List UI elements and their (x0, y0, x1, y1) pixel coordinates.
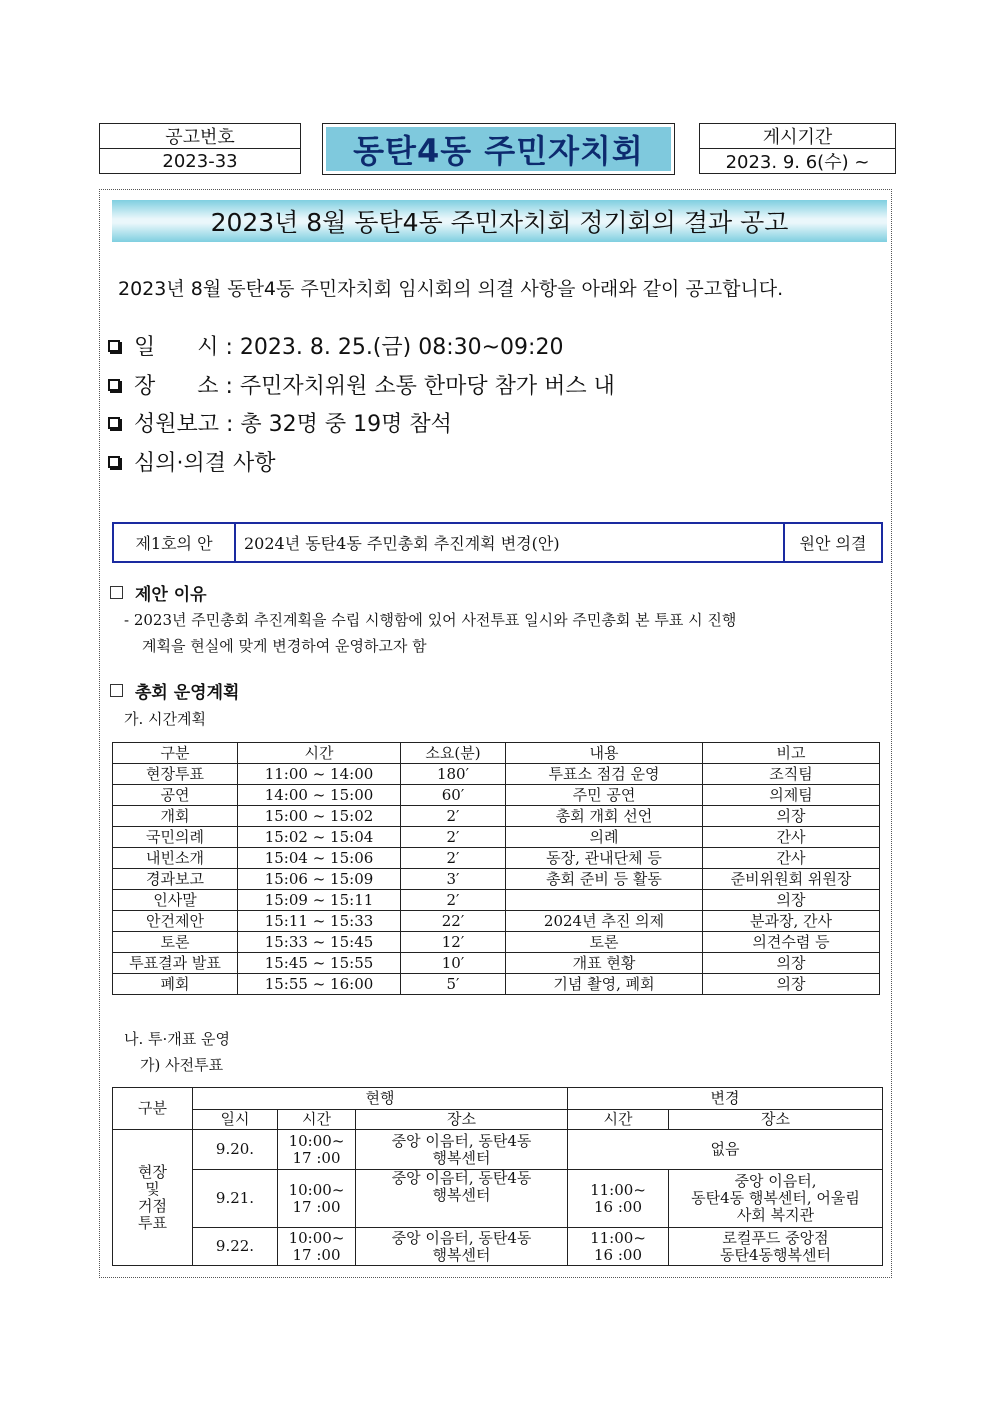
schedule-cell: 의장 (703, 974, 880, 995)
schedule-cell: 주민 공연 (506, 785, 703, 806)
schedule-cell: 개표 현황 (506, 953, 703, 974)
vote-new-time: 11:00~ 16 :00 (568, 1228, 669, 1266)
schedule-row (113, 890, 880, 911)
vote-date: 9.22. (193, 1228, 278, 1266)
schedule-cell: 내빈소개 (113, 848, 238, 869)
vote-new-place: 로컬푸드 중앙점 동탄4동행복센터 (669, 1228, 883, 1266)
schedule-cell: 분과장, 간사 (703, 911, 880, 932)
schedule-cell: 60′ (401, 785, 506, 806)
schedule-cell: 총회 개회 선언 (506, 806, 703, 827)
plan-sub-b1: 가) 사전투표 (140, 1056, 224, 1074)
schedule-cell: 경과보고 (113, 869, 238, 890)
vote-place: 중앙 이음터, 동탄4동 행복센터 (356, 1130, 568, 1170)
schedule-cell: 2′ (401, 827, 506, 848)
reason-heading: 제안 이유 (110, 580, 207, 605)
schedule-cell: 간사 (703, 827, 880, 848)
schedule-cell: 15:00 ~ 15:02 (238, 806, 401, 827)
info-date: 일 시 : 2023. 8. 25.(금) 08:30~09:20 (108, 330, 563, 361)
schedule-cell: 공연 (113, 785, 238, 806)
schedule-header: 시간 (238, 743, 401, 764)
schedule-cell: 현장투표 (113, 764, 238, 785)
reason-line-1: - 2023년 주민총회 추진계획을 수립 시행함에 있어 사전투표 일시와 주민총회 본 투표 시 진행 (124, 611, 737, 629)
vote-new-time: 11:00~ 16 :00 (568, 1170, 669, 1228)
advance-vote-table (112, 1087, 883, 1266)
vote-time: 10:00~ 17 :00 (278, 1130, 356, 1170)
vote-sub-time-new: 시간 (568, 1110, 669, 1130)
vote-changed-header: 변경 (568, 1088, 883, 1110)
vote-sub-place: 장소 (356, 1110, 568, 1130)
schedule-body (113, 764, 880, 995)
schedule-table (112, 742, 880, 995)
checkbox-icon (108, 379, 120, 391)
notice-number-label: 공고번호 (165, 127, 235, 148)
posting-period-label: 게시기간 (762, 127, 833, 148)
schedule-row (113, 848, 880, 869)
schedule-row (113, 911, 880, 932)
vote-current-header: 현행 (193, 1088, 568, 1110)
vote-time: 10:00~ 17 :00 (278, 1170, 356, 1228)
square-bullet-icon (110, 684, 123, 697)
schedule-cell: 개회 (113, 806, 238, 827)
agenda-row (112, 522, 883, 563)
schedule-cell: 12′ (401, 932, 506, 953)
schedule-cell: 인사말 (113, 890, 238, 911)
schedule-cell: 안건제안 (113, 911, 238, 932)
schedule-cell: 2′ (401, 890, 506, 911)
schedule-cell: 폐회 (113, 974, 238, 995)
vote-row-group: 현장 및 거점 투표 (113, 1130, 193, 1266)
schedule-cell: 15:55 ~ 16:00 (238, 974, 401, 995)
schedule-cell: 15:04 ~ 15:06 (238, 848, 401, 869)
schedule-cell: 의제팀 (703, 785, 880, 806)
schedule-cell: 토론 (506, 932, 703, 953)
schedule-cell (506, 890, 703, 911)
info-quorum: 성원보고 : 총 32명 중 19명 참석 (108, 407, 452, 438)
schedule-cell: 의장 (703, 890, 880, 911)
checkbox-icon (108, 340, 120, 352)
info-place: 장 소 : 주민자치위원 소통 한마당 참가 버스 내 (108, 369, 615, 400)
org-title-box (322, 123, 675, 175)
schedule-cell: 15:06 ~ 15:09 (238, 869, 401, 890)
schedule-cell: 의장 (703, 806, 880, 827)
intro-text: 2023년 8월 동탄4동 주민자치회 임시회의 의결 사항을 아래와 같이 공고합니다. (118, 278, 784, 300)
schedule-cell: 투표소 점검 운영 (506, 764, 703, 785)
schedule-cell: 토론 (113, 932, 238, 953)
agenda-subject: 2024년 동탄4동 주민총회 추진계획 변경(안) (236, 524, 785, 561)
schedule-cell: 15:11 ~ 15:33 (238, 911, 401, 932)
agenda-result: 원안 의결 (799, 534, 867, 553)
vote-new-place: 중앙 이음터, 동탄4동 행복센터, 어울림 사회 복지관 (669, 1170, 883, 1228)
schedule-cell: 조직팀 (703, 764, 880, 785)
vote-date: 9.21. (193, 1170, 278, 1228)
info-deliberation: 심의·의결 사항 (108, 446, 276, 477)
notice-number-box (99, 123, 301, 174)
schedule-cell: 의장 (703, 953, 880, 974)
posting-period-value: 2023. 9. 6(수) ~ (700, 148, 895, 173)
vote-sub-time: 시간 (278, 1110, 356, 1130)
vote-sub-place-new: 장소 (669, 1110, 883, 1130)
schedule-cell: 15:09 ~ 15:11 (238, 890, 401, 911)
schedule-cell: 11:00 ~ 14:00 (238, 764, 401, 785)
schedule-cell: 국민의례 (113, 827, 238, 848)
vote-date: 9.20. (193, 1130, 278, 1170)
document-title: 2023년 8월 동탄4동 주민자치회 정기회의 결과 공고 (112, 200, 887, 242)
schedule-row (113, 827, 880, 848)
vote-time: 10:00~ 17 :00 (278, 1228, 356, 1266)
schedule-cell: 의견수렴 등 (703, 932, 880, 953)
schedule-row (113, 785, 880, 806)
schedule-row (113, 974, 880, 995)
schedule-header: 구분 (113, 743, 238, 764)
schedule-cell: 180′ (401, 764, 506, 785)
vote-col-group: 구분 (113, 1088, 193, 1130)
vote-sub-date: 일시 (193, 1110, 278, 1130)
schedule-cell: 기념 촬영, 폐회 (506, 974, 703, 995)
schedule-cell: 14:00 ~ 15:00 (238, 785, 401, 806)
checkbox-icon (108, 417, 120, 429)
schedule-row (113, 764, 880, 785)
schedule-header: 비고 (703, 743, 880, 764)
vote-place: 중앙 이음터, 동탄4동 행복센터 (356, 1170, 568, 1228)
schedule-cell: 15:33 ~ 15:45 (238, 932, 401, 953)
square-bullet-icon (110, 586, 123, 599)
posting-period-box (699, 123, 896, 174)
notice-number-value: 2023-33 (100, 148, 300, 173)
schedule-cell: 준비위원회 위원장 (703, 869, 880, 890)
schedule-header-row (113, 743, 880, 764)
schedule-cell: 3′ (401, 869, 506, 890)
schedule-cell: 의례 (506, 827, 703, 848)
schedule-cell: 5′ (401, 974, 506, 995)
schedule-cell: 2′ (401, 806, 506, 827)
vote-place: 중앙 이음터, 동탄4동 행복센터 (356, 1228, 568, 1266)
schedule-row (113, 869, 880, 890)
schedule-cell: 22′ (401, 911, 506, 932)
org-title: 동탄4동 주민자치회 (326, 127, 671, 171)
schedule-cell: 투표결과 발표 (113, 953, 238, 974)
vote-new-none: 없음 (568, 1130, 883, 1170)
plan-sub-b: 나. 투·개표 운영 (124, 1030, 231, 1048)
schedule-cell: 간사 (703, 848, 880, 869)
checkbox-icon (108, 456, 120, 468)
schedule-cell: 총회 준비 등 활동 (506, 869, 703, 890)
schedule-row (113, 932, 880, 953)
schedule-header: 내용 (506, 743, 703, 764)
schedule-cell: 10′ (401, 953, 506, 974)
agenda-number: 제1호의 안 (114, 524, 236, 561)
reason-line-2: 계획을 현실에 맞게 변경하여 운영하고자 함 (142, 637, 427, 655)
plan-sub-a: 가. 시간계획 (124, 710, 206, 728)
schedule-cell: 2′ (401, 848, 506, 869)
schedule-cell: 2024년 추진 의제 (506, 911, 703, 932)
schedule-header: 소요(분) (401, 743, 506, 764)
schedule-cell: 15:45 ~ 15:55 (238, 953, 401, 974)
schedule-row (113, 806, 880, 827)
schedule-row (113, 953, 880, 974)
plan-heading: 총회 운영계획 (110, 678, 239, 703)
schedule-cell: 15:02 ~ 15:04 (238, 827, 401, 848)
schedule-cell: 동장, 관내단체 등 (506, 848, 703, 869)
